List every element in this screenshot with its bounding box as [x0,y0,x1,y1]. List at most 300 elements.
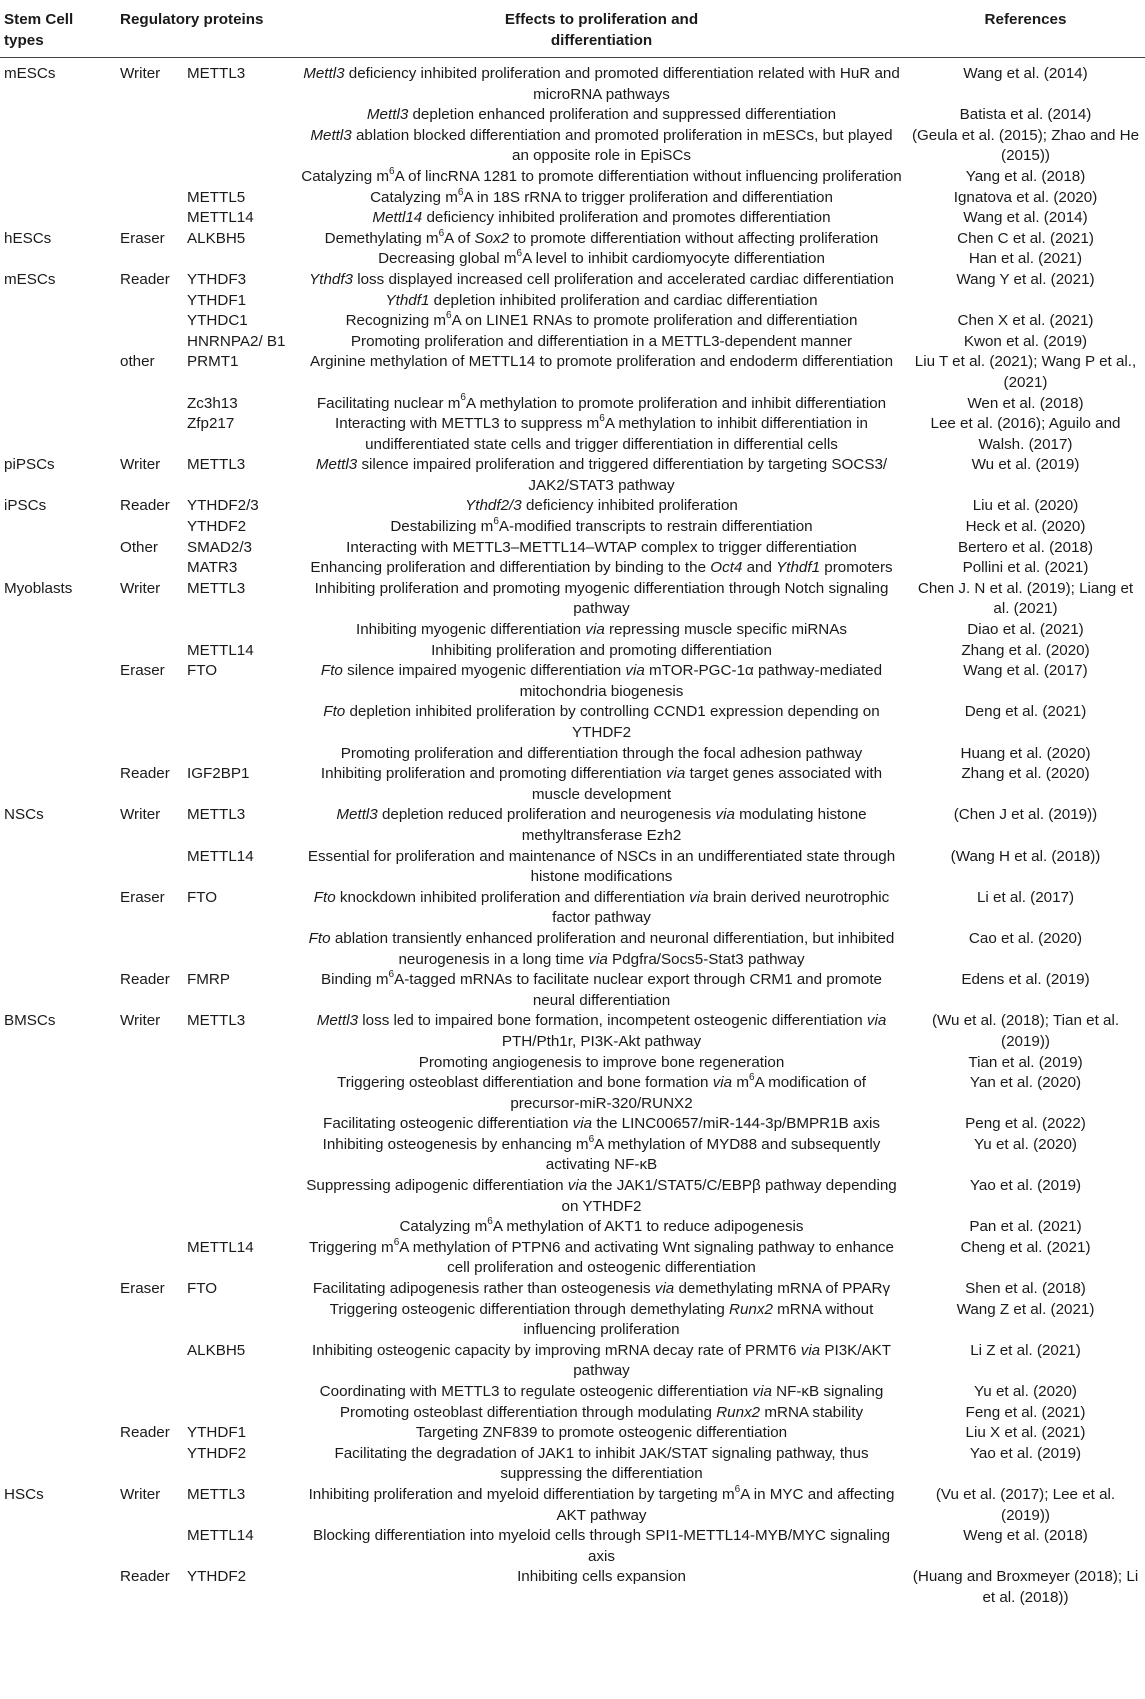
cell-regulator-class: Reader [120,497,170,515]
cell-reference: Bertero et al. (2018) [957,538,1094,556]
table-row [0,270,1145,291]
cell-reference: Wu et al. (2019) [971,456,1080,474]
cell-protein: Zc3h13 [187,394,238,412]
table-row [0,847,1145,888]
cell-stem-cell-type [0,517,120,538]
cell-effect: Inhibiting proliferation and promoting myogenic differentiation through Notch signaling pathway [314,579,889,618]
cell-regulator-class [120,414,187,455]
table-header-row [0,0,1145,58]
table-row [0,1526,1145,1567]
cell-reference: (Huang and Broxmeyer (2018); Li et al. (2018)) [912,1568,1139,1606]
cell-stem-cell-type [0,332,120,353]
cell-regulator-class [120,167,187,188]
cell-stem-cell-type [0,1279,120,1300]
cell-effect: Facilitating the degradation of JAK1 to inhibit JAK/STAT signaling pathway, thus suppressing the differentiation [334,1444,869,1483]
table-row [0,311,1145,332]
cell-protein: METTL14 [187,641,254,659]
table-row [0,1053,1145,1074]
table-row [0,352,1145,393]
cell-effect: Suppressing adipogenic differentiation via the JAK1/STAT5/C/EBPβ pathway depending on YTHDF2 [306,1177,897,1215]
cell-effect: Inhibiting proliferation and promoting differentiation [431,641,772,659]
table-row [0,291,1145,312]
cell-effect: Enhancing proliferation and differentiation by binding to the Oct4 and Ythdf1 promoters [310,559,893,577]
cell-protein: FTO [187,888,218,906]
table-row [0,1567,1145,1608]
cell-stem-cell-type [0,1073,120,1114]
cell-stem-cell-type [0,558,120,579]
cell-regulator-class: Reader [120,1568,170,1586]
header-effects [297,0,906,58]
cell-reference: Yang et al. (2018) [965,167,1086,185]
cell-protein: METTL14 [187,1238,254,1256]
cell-reference: Li Z et al. (2021) [970,1341,1081,1359]
cell-regulator-class [120,620,187,641]
cell-regulator-class: Reader [120,765,170,783]
table-row [0,579,1145,620]
table-row [0,661,1145,702]
cell-regulator-class [120,1300,187,1341]
cell-reference: Liu X et al. (2021) [965,1424,1086,1442]
table-body [0,58,1145,1609]
cell-effect: Inhibiting osteogenesis by enhancing $m^6A$ methylation of MYD88 and subsequently activating NF-κB [322,1133,881,1174]
cell-stem-cell-type: Myoblasts [4,579,73,597]
cell-regulator-class [120,1444,187,1485]
cell-reference: Lee et al. (2016); Aguilo and Walsh. (2017) [930,415,1121,453]
cell-protein: YTHDF2 [187,1444,247,1462]
cell-stem-cell-type [0,764,120,805]
cell-regulator-class [120,702,187,743]
cell-stem-cell-type [0,414,120,455]
cell-protein: METTL5 [187,188,246,206]
cell-regulator-class [120,1073,187,1114]
cell-reference: (Wu et al. (2018); Tian et al. (2019)) [931,1012,1120,1050]
cell-regulator-class [120,1217,187,1238]
table-row [0,1444,1145,1485]
cell-stem-cell-type [0,1444,120,1485]
cell-reference: Kwon et al. (2019) [963,332,1088,350]
cell-reference: Yao et al. (2019) [969,1444,1082,1462]
cell-protein: METTL3 [187,806,246,824]
cell-stem-cell-type [0,1238,120,1279]
cell-regulator-class: Writer [120,1012,161,1030]
cell-regulator-class [120,517,187,538]
cell-regulator-class [120,1341,187,1382]
cell-protein [187,1135,297,1176]
cell-stem-cell-type [0,1382,120,1403]
cell-stem-cell-type [0,702,120,743]
cell-reference: Yao et al. (2019) [969,1177,1082,1195]
cell-stem-cell-type [0,538,120,559]
table-row [0,188,1145,209]
cell-effect: Inhibiting proliferation and myeloid differentiation by targeting $m^6A$ in MYC and affecting AKT pathway [308,1483,895,1524]
cell-regulator-class: Reader [120,1424,170,1442]
cell-reference [906,291,1145,312]
cell-stem-cell-type [0,1567,120,1608]
cell-effect: Ythdf2/3 deficiency inhibited proliferation [465,497,738,515]
cell-regulator-class [120,744,187,765]
cell-stem-cell-type [0,1341,120,1382]
cell-reference: Shen et al. (2018) [965,1280,1086,1298]
cell-regulator-class [120,1382,187,1403]
cell-protein: ALKBH5 [187,1341,246,1359]
table-row [0,517,1145,538]
cell-regulator-class [120,558,187,579]
cell-protein [187,1176,297,1217]
cell-effect: Recognizing $m^6A$ on LINE1 RNAs to promote proliferation and differentiation [345,310,858,330]
cell-reference: Wang et al. (2017) [963,662,1088,680]
cell-reference: Cheng et al. (2021) [960,1238,1091,1256]
cell-reference: Wang et al. (2014) [963,65,1088,82]
cell-regulator-class: Reader [120,971,170,989]
table-row [0,249,1145,270]
cell-stem-cell-type [0,1300,120,1341]
cell-effect: Catalyzing $m^6A$ in 18S rRNA to trigger proliferation and differentiation [370,186,833,206]
cell-protein: YTHDF2 [187,518,247,536]
cell-effect: Destabilizing $m^6A$-modified transcripts to restrain differentiation [390,516,813,536]
table-row [0,1176,1145,1217]
cell-stem-cell-type [0,661,120,702]
cell-protein [187,702,297,743]
cell-protein: HNRNPA2/ B1 [187,332,286,350]
cell-stem-cell-type [0,1176,120,1217]
table-row [0,394,1145,415]
cell-stem-cell-type [0,1053,120,1074]
cell-protein: YTHDF1 [187,1424,247,1442]
cell-reference: Wang Y et al. (2021) [956,270,1095,288]
cell-protein: METTL14 [187,847,254,865]
cell-effect: Mettl3 deficiency inhibited proliferation and promoted differentiation related with HuR and microRNA pathways [303,65,900,103]
cell-stem-cell-type [0,929,120,970]
cell-protein: PRMT1 [187,353,239,371]
table-row [0,496,1145,517]
cell-protein: METTL14 [187,209,254,227]
cell-reference: (Geula et al. (2015); Zhao and He (2015)) [911,126,1140,165]
cell-regulator-class [120,105,187,126]
cell-regulator-class [120,1114,187,1135]
cell-stem-cell-type [0,126,120,167]
cell-stem-cell-type [0,1423,120,1444]
table-row [0,702,1145,743]
cell-effect: Demethylating $m^6A$ of Sox2 to promote differentiation without affecting proliferation [324,227,879,247]
cell-regulator-class [120,291,187,312]
cell-reference: Liu et al. (2020) [972,497,1079,515]
cell-protein [187,1382,297,1403]
cell-reference: Chen J. N et al. (2019); Liang et al. (2021) [917,579,1134,618]
cell-protein: IGF2BP1 [187,765,250,783]
cell-stem-cell-type [0,641,120,662]
cell-effect: Essential for proliferation and maintenance of NSCs in an undifferentiated state through histone modifications [307,847,896,886]
header-regulatory-proteins: Regulatory proteins [120,0,297,58]
cell-protein: FTO [187,662,218,680]
cell-protein [187,1300,297,1341]
cell-stem-cell-type: hESCs [4,229,52,247]
cell-regulator-class [120,1135,187,1176]
cell-protein: METTL3 [187,1012,246,1030]
cell-regulator-class: other [120,353,155,371]
table-row [0,1073,1145,1114]
cell-stem-cell-type [0,394,120,415]
cell-protein: FTO [187,1280,218,1298]
cell-protein [187,744,297,765]
cell-regulator-class: Writer [120,579,161,597]
cell-reference: Yu et al. (2020) [973,1383,1077,1400]
cell-protein: YTHDF2 [187,1568,247,1586]
table-row [0,105,1145,126]
cell-effect: Catalyzing $m^6A$ of lincRNA 1281 to promote differentiation without influencing proliferation [301,165,902,185]
cell-stem-cell-type [0,620,120,641]
cell-regulator-class [120,1526,187,1567]
cell-regulator-class: Writer [120,456,161,474]
cell-reference: Heck et al. (2020) [965,518,1086,536]
cell-protein [187,1217,297,1238]
cell-effect: Ythdf1 depletion inhibited proliferation and cardiac differentiation [385,291,818,309]
cell-reference: Pan et al. (2021) [969,1218,1082,1236]
cell-regulator-class: Reader [120,270,170,288]
cell-effect: Mettl3 loss led to impaired bone formation, incompetent osteogenic differentiation via PTH/Pth1r, PI3K-Akt pathway [316,1012,887,1050]
cell-effect: Promoting angiogenesis to improve bone regeneration [418,1053,785,1071]
cell-protein: SMAD2/3 [187,538,252,556]
cell-reference: Ignatova et al. (2020) [953,188,1098,206]
cell-protein [187,620,297,641]
table-row [0,1135,1145,1176]
table-row [0,805,1145,846]
cell-stem-cell-type [0,1135,120,1176]
cell-effect: Promoting osteoblast differentiation through modulating Runx2 mRNA stability [339,1403,864,1421]
cell-protein: MATR3 [187,559,238,577]
cell-stem-cell-type [0,188,120,209]
cell-reference: Chen C et al. (2021) [957,229,1094,247]
cell-protein [187,126,297,167]
table-row [0,558,1145,579]
cell-stem-cell-type: NSCs [4,806,44,824]
cell-protein: YTHDF1 [187,291,247,309]
cell-protein [187,1053,297,1074]
cell-reference: Weng et al. (2018) [963,1527,1088,1545]
cell-effect: Facilitating nuclear $m^6A$ methylation to promote proliferation and inhibit differentiation [316,392,887,412]
table-row [0,208,1145,229]
cell-effect: Coordinating with METTL3 to regulate osteogenic differentiation via NF-κB signaling [319,1383,884,1400]
header-references: References [906,0,1145,58]
cell-reference: Diao et al. (2021) [967,621,1084,639]
table-row [0,1114,1145,1135]
cell-effect: Interacting with METTL3–METTL14–WTAP complex to trigger differentiation [346,538,857,556]
table-row [0,1341,1145,1382]
cell-regulator-class [120,1053,187,1074]
cell-stem-cell-type [0,1526,120,1567]
table-row [0,744,1145,765]
cell-stem-cell-type [0,970,120,1011]
cell-reference: Liu T et al. (2021); Wang P et al., (2021) [914,353,1137,391]
cell-reference: Wang et al. (2014) [963,209,1088,227]
cell-stem-cell-type [0,888,120,929]
table-row [0,620,1145,641]
table-row [0,229,1145,250]
cell-reference: (Chen J et al. (2019)) [953,806,1098,824]
cell-regulator-class [120,1403,187,1424]
cell-reference: Li et al. (2017) [976,888,1075,906]
table-row [0,1382,1145,1403]
cell-regulator-class: Eraser [120,1280,165,1298]
cell-protein [187,105,297,126]
cell-regulator-class [120,1238,187,1279]
cell-effect: Inhibiting myogenic differentiation via repressing muscle specific miRNAs [355,621,848,639]
cell-regulator-class: Eraser [120,229,165,247]
cell-reference: Batista et al. (2014) [959,106,1092,124]
cell-stem-cell-type: HSCs [4,1485,44,1503]
cell-effect: Inhibiting cells expansion [517,1568,686,1586]
cell-effect: Promoting proliferation and differentiation through the focal adhesion pathway [340,744,863,762]
cell-protein: YTHDC1 [187,312,248,330]
cell-effect: Blocking differentiation into myeloid cells through SPI1-METTL14-MYB/MYC signaling axis [312,1527,891,1565]
cell-stem-cell-type [0,208,120,229]
cell-effect: Mettl14 deficiency inhibited proliferation and promotes differentiation [372,209,831,227]
cell-effect: Mettl3 ablation blocked differentiation and promoted proliferation in mESCs, but played an opposite role in EpiSCs [310,126,893,165]
cell-effect: Catalyzing $m^6A$ methylation of AKT1 to reduce adipogenesis [399,1216,804,1236]
cell-protein: METTL3 [187,65,246,82]
table-row [0,414,1145,455]
cell-regulator-class: Writer [120,1485,161,1503]
cell-effect: Triggering $m^6A$ methylation of PTPN6 and activating Wnt signaling pathway to enhance cell proliferation and osteogenic differentiation [309,1236,894,1277]
cell-effect: Mettl3 depletion reduced proliferation and neurogenesis via modulating histone methyltransferase Ezh2 [336,806,867,844]
cell-reference: Feng et al. (2021) [965,1403,1086,1421]
cell-protein [187,1403,297,1424]
cell-stem-cell-type [0,105,120,126]
cell-effect: Mettl3 silence impaired proliferation and triggered differentiation by targeting SOCS3/ JAK2/STAT3 pathway [315,456,888,494]
cell-effect: Targeting ZNF839 to promote osteogenic differentiation [415,1424,788,1442]
cell-protein [187,249,297,270]
cell-stem-cell-type [0,1217,120,1238]
cell-effect: Arginine methylation of METTL14 to promote proliferation and endoderm differentiation [309,353,894,371]
cell-protein [187,167,297,188]
cell-regulator-class [120,249,187,270]
cell-reference: Zhang et al. (2020) [961,765,1090,783]
cell-reference: (Wang H et al. (2018)) [950,847,1101,865]
cell-effect: Interacting with METTL3 to suppress $m^6A$ methylation to inhibit differentiation in undifferentiated state cells and trigger differentiation in differential cells [335,413,868,453]
cell-regulator-class [120,126,187,167]
cell-regulator-class [120,188,187,209]
table-row [0,764,1145,805]
cell-reference: Chen X et al. (2021) [957,312,1094,330]
cell-effect: Inhibiting osteogenic capacity by improving mRNA decay rate of PRMT6 via PI3K/AKT pathway [311,1341,892,1380]
cell-effect: Ythdf3 loss displayed increased cell proliferation and accelerated cardiac differentiation [309,270,894,288]
cell-stem-cell-type: mESCs [4,65,56,82]
cell-protein [187,1073,297,1114]
cell-regulator-class: Writer [120,806,161,824]
cell-effect: Facilitating osteogenic differentiation via the LINC00657/miR-144-3p/BMPR1B axis [323,1115,880,1133]
cell-protein: METTL3 [187,456,246,474]
cell-reference: Edens et al. (2019) [961,971,1090,989]
cell-reference: Yu et al. (2020) [973,1135,1077,1153]
cell-effect: Inhibiting proliferation and promoting differentiation via target genes associated with muscle development [320,765,883,803]
cell-effect: Mettl3 depletion enhanced proliferation and suppressed differentiation [366,106,837,124]
cell-reference: Wen et al. (2018) [967,394,1084,412]
cell-stem-cell-type [0,291,120,312]
cell-protein: METTL3 [187,579,246,597]
cell-regulator-class: Other [120,538,158,556]
cell-protein [187,1114,297,1135]
cell-regulator-class: Eraser [120,662,165,680]
cell-stem-cell-type: iPSCs [4,497,47,515]
table-row [0,1485,1145,1526]
cell-protein: YTHDF2/3 [187,497,259,515]
cell-reference: Zhang et al. (2020) [961,641,1090,659]
cell-effect: Binding $m^6A$-tagged mRNAs to facilitate nuclear export through CRM1 and promote neural differentiation [320,969,883,1009]
cell-stem-cell-type [0,249,120,270]
cell-protein [187,929,297,970]
table-row [0,1403,1145,1424]
table-row [0,970,1145,1011]
table-row [0,888,1145,929]
cell-stem-cell-type [0,352,120,393]
cell-regulator-class [120,929,187,970]
cell-regulator-class [120,641,187,662]
table-row [0,1217,1145,1238]
cell-stem-cell-type [0,1114,120,1135]
header-effects-text: Effects to proliferation and differentiation [504,11,699,49]
cell-protein: METTL14 [187,1527,254,1545]
table-row [0,641,1145,662]
table-row [0,1300,1145,1341]
cell-regulator-class: Writer [120,65,161,82]
cell-effect: Fto knockdown inhibited proliferation and differentiation via brain derived neurotrophic factor pathway [313,888,890,927]
cell-regulator-class: Eraser [120,888,165,906]
cell-effect: Fto ablation transiently enhanced proliferation and neuronal differentiation, but inhibited neurogenesis in a long time via Pdgfra/Socs5-Stat3 pathway [308,929,895,968]
table-row [0,455,1145,496]
cell-regulator-class [120,847,187,888]
cell-reference: (Vu et al. (2017); Lee et al. (2019)) [935,1485,1116,1524]
cell-regulator-class [120,311,187,332]
cell-protein: ALKBH5 [187,229,246,247]
cell-reference: Deng et al. (2021) [964,703,1087,721]
cell-protein: FMRP [187,971,231,989]
cell-regulator-class [120,332,187,353]
cell-stem-cell-type [0,167,120,188]
cell-reference: Peng et al. (2022) [965,1115,1086,1133]
cell-reference: Han et al. (2021) [968,250,1083,268]
cell-stem-cell-type [0,847,120,888]
cell-effect: Facilitating adipogenesis rather than osteogenesis via demethylating mRNA of PPARγ [312,1280,891,1298]
cell-reference: Cao et al. (2020) [968,929,1083,947]
cell-reference: Wang Z et al. (2021) [956,1300,1095,1318]
cell-stem-cell-type [0,1403,120,1424]
cell-protein: Zfp217 [187,415,235,433]
cell-reference: Pollini et al. (2021) [962,559,1089,577]
table-row [0,929,1145,970]
cell-protein: YTHDF3 [187,270,247,288]
cell-stem-cell-type: BMSCs [4,1012,56,1030]
table-row [0,126,1145,167]
table-row [0,1238,1145,1279]
cell-regulator-class [120,1176,187,1217]
cell-reference: Yan et al. (2020) [969,1074,1082,1092]
cell-effect: Decreasing global $m^6A$ level to inhibit cardiomyocyte differentiation [378,248,825,268]
table-row [0,1011,1145,1052]
cell-effect: Triggering osteogenic differentiation through demethylating Runx2 mRNA without influencing proliferation [329,1300,874,1339]
cell-stem-cell-type: piPSCs [4,456,55,474]
table-row [0,1279,1145,1300]
cell-effect: Promoting proliferation and differentiation in a METTL3-dependent manner [350,332,853,350]
cell-stem-cell-type [0,311,120,332]
cell-effect: Fto silence impaired myogenic differentiation via mTOR-PGC-1α pathway-mediated mitochondria biogenesis [320,662,883,700]
cell-effect: Fto depletion inhibited proliferation by controlling CCND1 expression depending on YTHDF2 [323,703,880,741]
table-row [0,1423,1145,1444]
table-row [0,58,1145,106]
table-row [0,538,1145,559]
cell-regulator-class [120,208,187,229]
cell-stem-cell-type [0,744,120,765]
cell-protein: METTL3 [187,1485,246,1503]
table-row [0,332,1145,353]
